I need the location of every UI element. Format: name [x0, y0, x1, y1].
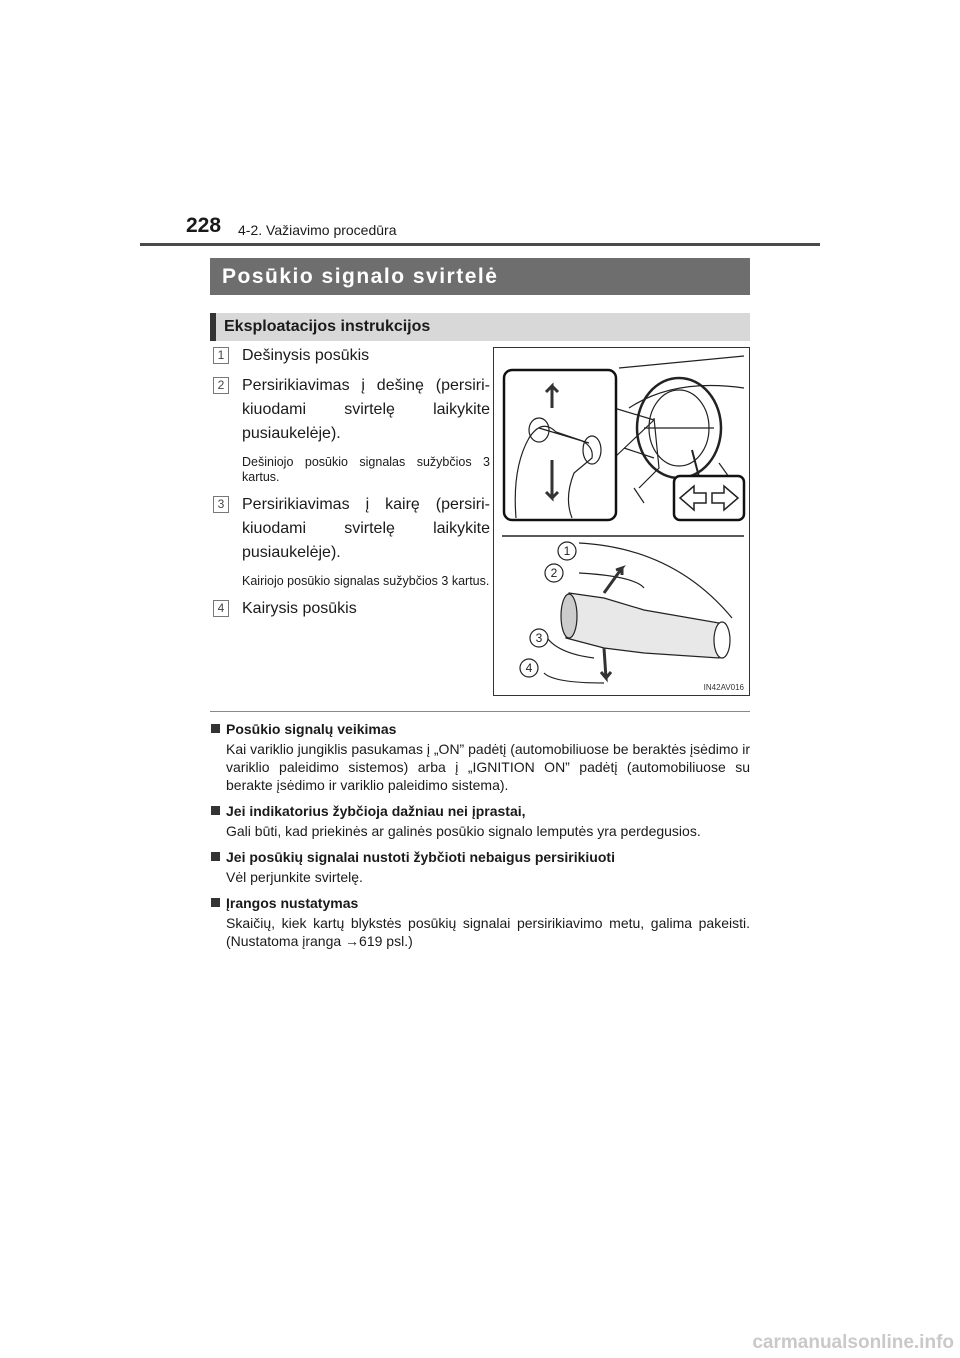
callout-label: 1 — [563, 544, 571, 558]
note-heading: Posūkio signalų veikimas — [210, 720, 750, 738]
note-body: Kai variklio jungiklis pasukamas į „ON” padėtį (automobiliuose be beraktės įsėdimo ir variklio paleidimo sistemos) arba į „IGNITION ON” padėtį (automobiliuose su berakte įsėdimo ir variklio paleidimo sistema). — [226, 741, 750, 793]
step-note: Kairiojo posūkio signalas sužybčios 3 kartus. — [242, 574, 490, 588]
callout-label: 4 — [525, 661, 533, 675]
lever-stalk — [566, 593, 719, 658]
note-body: Gali būti, kad priekinės ar galinės posūkio signalo lemputės yra perdegusios. — [226, 823, 701, 839]
notes-list — [210, 720, 750, 958]
figure-code: IN42AV016 — [703, 683, 744, 692]
lever-base — [714, 622, 730, 658]
note-item — [210, 802, 750, 840]
inset-frame — [504, 370, 616, 520]
heading-accent — [210, 313, 216, 341]
step-item — [214, 597, 490, 621]
step-item — [214, 493, 490, 589]
step-item — [214, 344, 490, 368]
arrow-down-icon — [601, 648, 611, 678]
note-body: Skaičių, kiek kartų blykstės posūkių signalai persirikiavimo metu, galima pakeisti. (Nustatoma įranga →619 psl.) — [226, 915, 750, 949]
step-number: 3 — [214, 496, 228, 513]
section-divider — [210, 711, 750, 712]
dashboard-line — [619, 356, 744, 368]
step-list — [214, 344, 490, 627]
indicator-frame — [674, 476, 744, 520]
step-number: 4 — [214, 600, 228, 617]
note-heading: Jei posūkių signalai nustoti žybčioti nebaigus persirikiuoti — [210, 848, 750, 866]
step-number: 1 — [214, 347, 228, 364]
subsection-heading — [210, 313, 750, 341]
step-note: Dešiniojo posūkio signalas sužybčios 3 kartus. — [242, 455, 490, 484]
arrow-up-icon — [604, 568, 622, 593]
lever-line — [624, 448, 654, 458]
note-item — [210, 848, 750, 886]
step-text: Persirikiavimas į kairę (persirikiuodami svirtelę laikykite pusiaukelėje). — [242, 496, 490, 561]
callout-line — [614, 420, 654, 458]
callout-label: 3 — [535, 631, 543, 645]
dashboard-line — [634, 488, 644, 503]
step-number: 2 — [214, 377, 228, 394]
step-item — [214, 374, 490, 485]
callout-label: 2 — [550, 566, 558, 580]
subsection-heading-text: Eksploatacijos instrukcijos — [224, 318, 431, 335]
note-item — [210, 894, 750, 950]
page-number: 228 — [186, 214, 222, 237]
note-heading: Įrangos nustatymas — [210, 894, 750, 912]
position-arc-4 — [544, 673, 604, 683]
step-text: Dešinysis posūkis — [242, 347, 370, 364]
watermark: carmanualsonline.info — [752, 1332, 954, 1353]
note-item — [210, 720, 750, 794]
page-title: Posūkio signalo svirtelė — [210, 258, 750, 295]
section-label: 4-2. Važiavimo procedūra — [238, 222, 397, 238]
lever-tip — [561, 594, 577, 638]
note-heading: Jei indikatorius žybčioja dažniau nei įprastai, — [210, 802, 750, 820]
turn-signal-illustration — [493, 347, 750, 696]
header-rule — [140, 243, 820, 246]
step-text: Persirikiavimas į dešinę (persirikiuodami svirtelę laikykite pusiaukelėje). — [242, 377, 490, 442]
callout-line — [614, 408, 654, 420]
step-text: Kairysis posūkis — [242, 600, 357, 617]
note-body: Vėl perjunkite svirtelę. — [226, 869, 363, 885]
illustration-drawing — [494, 348, 750, 696]
